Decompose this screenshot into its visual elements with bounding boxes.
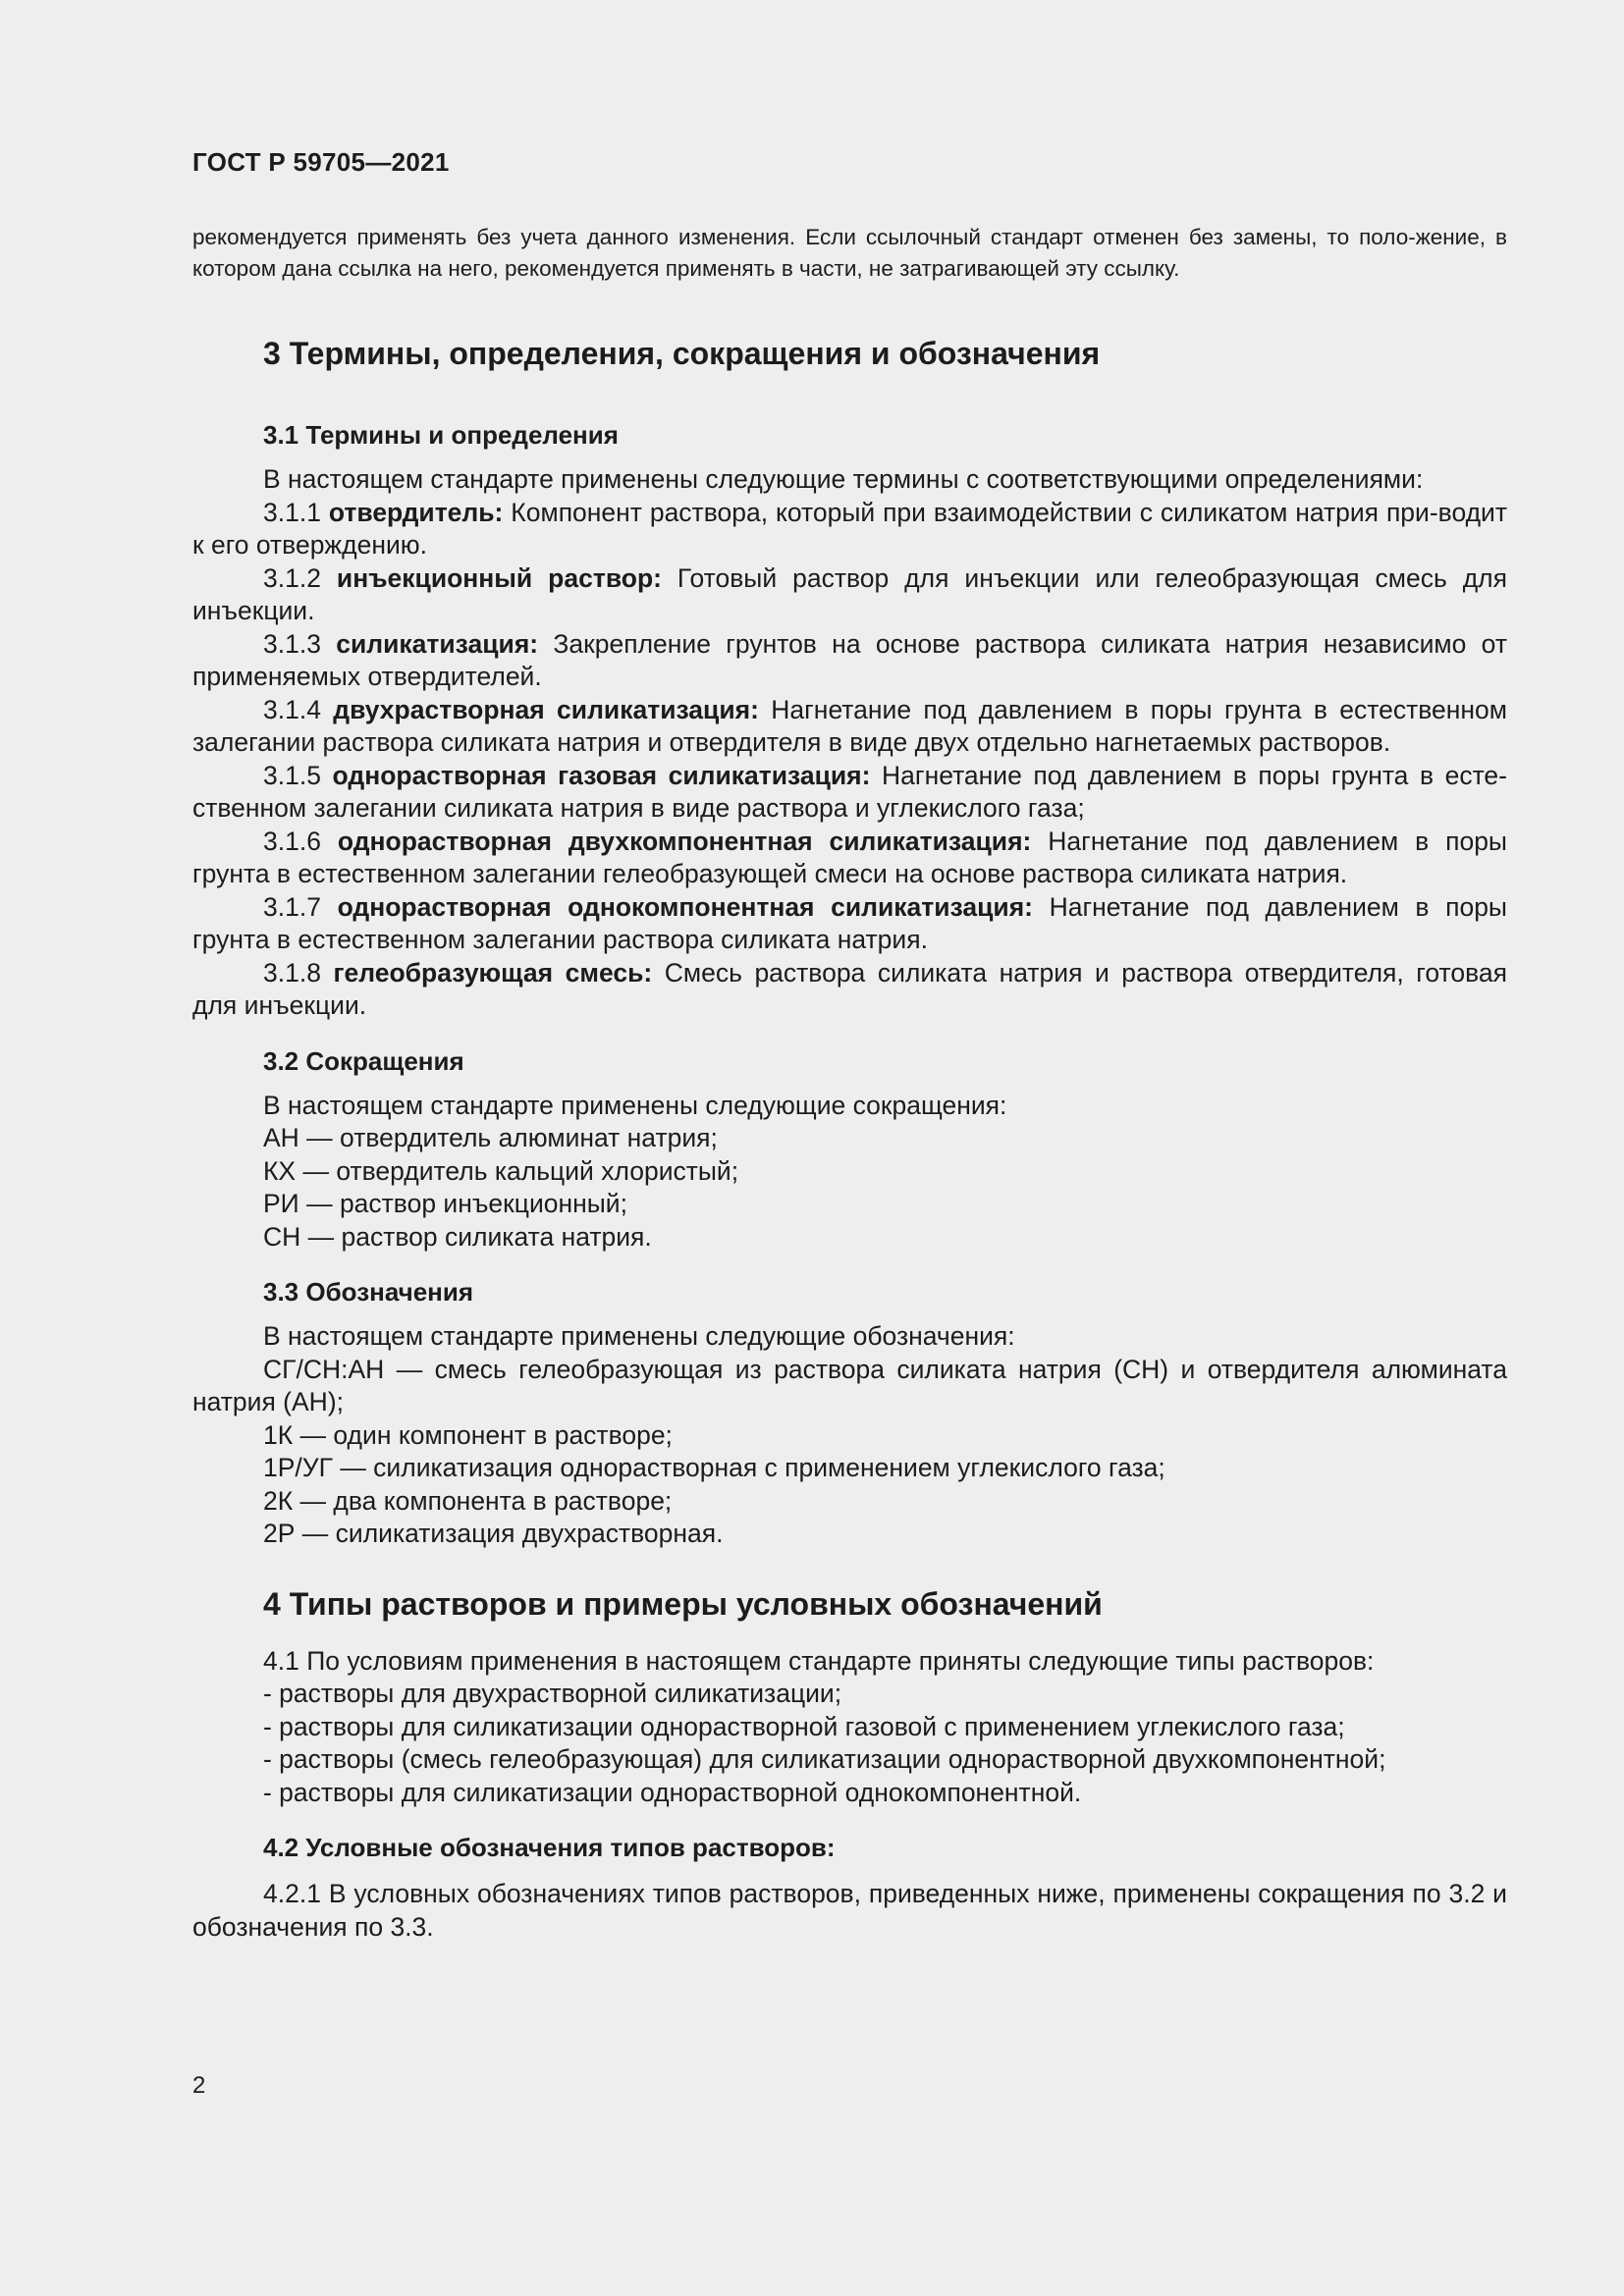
section-3-1-lead: В настоящем стандарте применены следующие термины с соответствующими определениями: [263, 464, 1424, 494]
term-name: однорастворная двухкомпонентная силикатизация: [337, 826, 1032, 856]
solution-type-item: - растворы для силикатизации однорастворной однокомпонентной. [263, 1777, 1082, 1807]
solution-type-item: - растворы для силикатизации однорастворной газовой с применением углекислого газа; [263, 1711, 1345, 1741]
document-header: ГОСТ Р 59705—2021 [192, 147, 450, 177]
document-page [192, 0, 1507, 2296]
solution-type-item: - растворы (смесь гелеобразующая) для силикатизации однорастворной двухкомпонентной; [263, 1744, 1386, 1774]
term-definition: 3.1.1 отвердитель: Компонент раствора, который при взаимодействии с силикатом натрия при-водит к его отверждению. [192, 497, 1507, 560]
term-name: однорастворная однокомпонентная силикатизация: [337, 891, 1033, 922]
solution-type-item: - растворы для двухрастворной силикатизации; [263, 1679, 842, 1708]
section-4-2-1-paragraph: 4.2.1 В условных обозначениях типов растворов, приведенных ниже, применены сокращения по 3.2 и обозначения по 3.3. [192, 1879, 1507, 1942]
designation-item: 2К — два компонента в растворе; [263, 1485, 673, 1516]
page-number: 2 [192, 2072, 206, 2099]
section-4-1-paragraph: 4.1 По условиям применения в настоящем стандарте приняты следующие типы растворов: [263, 1645, 1375, 1676]
term-definition: 3.1.7 однорастворная однокомпонентная силикатизация: Нагнетание под давлением в поры грунта в естественном залегании раствора силиката натрия. [192, 891, 1507, 954]
abbreviation-item: АН — отвердитель алюминат натрия; [263, 1123, 718, 1152]
section-4-2-title: 4.2 Условные обозначения типов растворов: [263, 1833, 836, 1862]
term-name: силикатизация: [336, 628, 539, 659]
section-3-1-title: 3.1 Термины и определения [263, 420, 619, 450]
designation-item: СГ/СН:АН — смесь гелеобразующая из раствора силиката натрия (СН) и отвердителя алюмината натрия (АН); [192, 1354, 1507, 1416]
section-3-2-title: 3.2 Сокращения [263, 1045, 464, 1076]
designation-item: 1Р/УГ — силикатизация однорастворная с применением углекислого газа; [263, 1453, 1165, 1482]
term-name: двухрастворная силикатизация: [333, 694, 759, 724]
intro-paragraph: рекомендуется применять без учета данного изменения. Если ссылочный стандарт отменен без замены, то поло-жение, в котором дана ссылка на него, рекомендуется применять в части, не затрагивающей эту ссылку. [192, 225, 1507, 281]
term-name: однорастворная газовая силикатизация: [332, 760, 871, 790]
term-definition: 3.1.6 однорастворная двухкомпонентная силикатизация: Нагнетание под давлением в поры грунта в естественном залегании гелеобразующей смеси на основе раствора силиката натрия. [192, 826, 1507, 888]
term-definition: 3.1.5 однорастворная газовая силикатизация: Нагнетание под давлением в поры грунта в есте-ственном залегании силиката натрия в виде раствора и углекислого газа; [192, 760, 1507, 823]
main-content [192, 334, 1507, 1944]
section-3-2-lead: В настоящем стандарте применены следующие сокращения: [263, 1090, 1007, 1120]
designation-item: 2Р — силикатизация двухрастворная. [263, 1519, 724, 1548]
section-3-3-lead: В настоящем стандарте применены следующие обозначения: [263, 1321, 1015, 1351]
term-name: инъекционный раствор: [336, 562, 662, 593]
section-3-3-title: 3.3 Обозначения [263, 1277, 474, 1307]
term-definition: 3.1.4 двухрастворная силикатизация: Нагнетание под давлением в поры грунта в естественном залегании раствора силиката натрия и отвердителя в виде двух отдельно нагнетаемых растворов. [192, 694, 1507, 757]
term-name: отвердитель: [328, 497, 504, 527]
term-name: гелеобразующая смесь: [333, 957, 653, 988]
term-definition: 3.1.8 гелеобразующая смесь: Смесь раствора силиката натрия и раствора отвердителя, готовая для инъекции. [192, 957, 1507, 1020]
section-3-title: 3 Термины, определения, сокращения и обозначения [263, 336, 1101, 371]
designation-item: 1К — один компонент в растворе; [263, 1419, 673, 1450]
term-definition: 3.1.3 силикатизация: Закрепление грунтов на основе раствора силиката натрия независимо от применяемых отвердителей. [192, 628, 1507, 691]
abbreviation-item: СН — раствор силиката натрия. [263, 1221, 652, 1252]
abbreviation-item: КХ — отвердитель кальций хлористый; [263, 1155, 739, 1186]
section-4-title: 4 Типы растворов и примеры условных обозначений [263, 1585, 1103, 1622]
abbreviation-item: РИ — раствор инъекционный; [263, 1189, 627, 1218]
term-definition: 3.1.2 инъекционный раствор: Готовый раствор для инъекции или гелеобразующая смесь для инъекции. [192, 562, 1507, 625]
